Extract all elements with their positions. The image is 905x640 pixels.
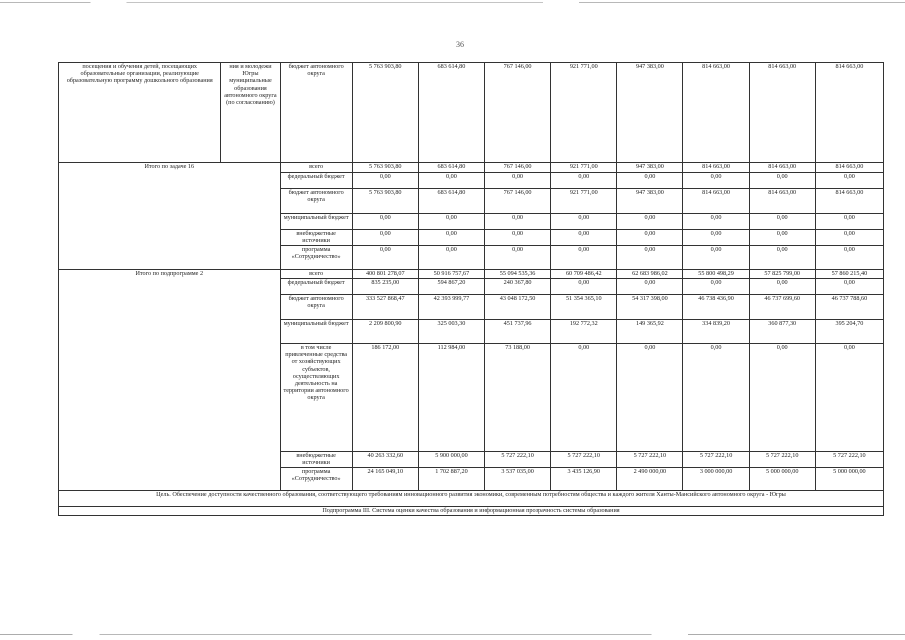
value-cell: 43 048 172,50 [485,295,551,320]
value-cell: 5 727 222,10 [683,452,749,468]
value-cell: 947 383,00 [617,63,683,163]
value-cell: 5 000 000,00 [815,468,883,491]
value-cell: 0,00 [418,246,484,270]
value-cell: 55 800 498,29 [683,270,749,279]
value-cell: 0,00 [815,173,883,189]
value-cell: 814 663,00 [815,163,883,173]
value-cell: 24 165 049,10 [352,468,418,491]
value-cell: 0,00 [815,246,883,270]
value-cell: 0,00 [551,246,617,270]
value-cell: 55 094 535,36 [485,270,551,279]
value-cell: 0,00 [418,230,484,246]
source-cell: бюджет автономного округа [280,189,352,214]
value-cell: 767 146,00 [485,189,551,214]
budget-table [58,62,884,516]
value-cell: 814 663,00 [749,163,815,173]
value-cell: 683 614,80 [418,163,484,173]
value-cell: 5 763 903,80 [352,63,418,163]
source-cell: муниципальный бюджет [280,320,352,344]
value-cell: 594 867,20 [418,279,484,295]
value-cell: 0,00 [617,279,683,295]
subprogram-heading: Подпрограмма III. Система оценки качества образования и информационная прозрачность системы образования [59,507,884,516]
value-cell: 46 737 699,60 [749,295,815,320]
value-cell: 0,00 [683,279,749,295]
value-cell: 0,00 [815,279,883,295]
value-cell: 683 614,80 [418,189,484,214]
value-cell: 0,00 [418,214,484,230]
value-cell: 0,00 [485,214,551,230]
source-cell: муниципальный бюджет [280,214,352,230]
value-cell: 0,00 [352,173,418,189]
value-cell: 5 727 222,10 [749,452,815,468]
value-cell: 767 146,00 [485,163,551,173]
value-cell: 0,00 [551,173,617,189]
value-cell: 395 204,70 [815,320,883,344]
value-cell: 334 839,20 [683,320,749,344]
value-cell: 0,00 [485,173,551,189]
value-cell: 0,00 [617,230,683,246]
value-cell: 2 209 800,90 [352,320,418,344]
executor-cell: ния и молодежи Югры муниципальные образования автономного округа (по согласованию) [221,63,280,163]
value-cell: 0,00 [352,214,418,230]
value-cell: 0,00 [749,214,815,230]
value-cell: 5 727 222,10 [617,452,683,468]
value-cell: 46 737 788,60 [815,295,883,320]
value-cell: 814 663,00 [683,163,749,173]
source-cell: бюджет автономного округа [280,295,352,320]
value-cell: 0,00 [352,230,418,246]
value-cell: 192 772,32 [551,320,617,344]
value-cell: 814 663,00 [815,189,883,214]
value-cell: 921 771,00 [551,189,617,214]
value-cell: 0,00 [617,173,683,189]
value-cell: 57 825 799,00 [749,270,815,279]
value-cell: 0,00 [551,279,617,295]
value-cell: 5 000 000,00 [749,468,815,491]
value-cell: 814 663,00 [683,189,749,214]
value-cell: 0,00 [815,230,883,246]
value-cell: 46 738 436,90 [683,295,749,320]
source-cell: программа «Сотрудничество» [280,246,352,270]
total-task-title: Итого по задаче 16 [59,163,281,270]
value-cell: 240 367,80 [485,279,551,295]
value-cell: 0,00 [749,344,815,452]
value-cell: 0,00 [815,344,883,452]
source-cell: федеральный бюджет [280,279,352,295]
subprogram-heading-row [59,507,884,516]
value-cell: 0,00 [815,214,883,230]
value-cell: 333 527 868,47 [352,295,418,320]
source-cell: программа «Сотрудничество» [280,468,352,491]
value-cell: 0,00 [683,246,749,270]
value-cell: 0,00 [617,344,683,452]
value-cell: 0,00 [683,173,749,189]
value-cell: 50 916 757,67 [418,270,484,279]
value-cell: 51 354 365,10 [551,295,617,320]
value-cell: 0,00 [485,230,551,246]
source-cell: федеральный бюджет [280,173,352,189]
value-cell: 186 172,00 [352,344,418,452]
value-cell: 73 188,00 [485,344,551,452]
value-cell: 149 365,92 [617,320,683,344]
value-cell: 40 263 332,60 [352,452,418,468]
value-cell: 1 702 887,20 [418,468,484,491]
value-cell: 54 317 398,00 [617,295,683,320]
value-cell: 921 771,00 [551,163,617,173]
table-row [59,63,884,163]
source-cell: всего [280,270,352,279]
value-cell: 451 737,96 [485,320,551,344]
value-cell: 3 435 126,90 [551,468,617,491]
value-cell: 683 614,80 [418,63,484,163]
source-cell: в том числе привлеченные средства от хозяйствующих субъектов, осуществляющих деятельность на территории автономного округа [280,344,352,452]
event-name-cell: посещения и обучения детей, посещающих образовательные организации, реализующие образовательную программу дошкольного образования [59,63,221,163]
value-cell: 3 000 000,00 [683,468,749,491]
value-cell: 0,00 [683,344,749,452]
value-cell: 921 771,00 [551,63,617,163]
value-cell: 325 003,30 [418,320,484,344]
value-cell: 5 763 903,80 [352,163,418,173]
value-cell: 60 709 486,42 [551,270,617,279]
value-cell: 835 235,00 [352,279,418,295]
value-cell: 42 393 999,77 [418,295,484,320]
value-cell: 3 537 035,00 [485,468,551,491]
goal-row [59,491,884,507]
value-cell: 0,00 [551,214,617,230]
value-cell: 0,00 [551,344,617,452]
value-cell: 0,00 [749,173,815,189]
value-cell: 400 801 278,07 [352,270,418,279]
value-cell: 5 763 903,80 [352,189,418,214]
value-cell: 0,00 [749,279,815,295]
value-cell: 0,00 [683,214,749,230]
source-cell: внебюджетные источники [280,452,352,468]
value-cell: 814 663,00 [683,63,749,163]
scan-edge-top [0,2,905,3]
scan-edge-bottom [0,634,905,635]
value-cell: 360 877,30 [749,320,815,344]
value-cell: 814 663,00 [749,189,815,214]
value-cell: 57 860 215,40 [815,270,883,279]
value-cell: 947 383,00 [617,163,683,173]
value-cell: 0,00 [749,230,815,246]
value-cell: 0,00 [551,230,617,246]
page-number: 36 [456,40,464,49]
value-cell: 767 146,00 [485,63,551,163]
value-cell: 0,00 [749,246,815,270]
value-cell: 2 490 000,00 [617,468,683,491]
source-cell: бюджет автономного округа [280,63,352,163]
table-row [59,270,884,279]
value-cell: 0,00 [617,214,683,230]
value-cell: 0,00 [352,246,418,270]
value-cell: 5 727 222,10 [551,452,617,468]
value-cell: 5 900 000,00 [418,452,484,468]
value-cell: 0,00 [683,230,749,246]
total-subprogram-title: Итого по подпрограмме 2 [59,270,281,491]
table-row [59,163,884,173]
source-cell: внебюджетные источники [280,230,352,246]
source-cell: всего [280,163,352,173]
value-cell: 112 984,00 [418,344,484,452]
value-cell: 814 663,00 [749,63,815,163]
value-cell: 0,00 [617,246,683,270]
value-cell: 0,00 [485,246,551,270]
value-cell: 947 383,00 [617,189,683,214]
value-cell: 62 683 986,02 [617,270,683,279]
value-cell: 814 663,00 [815,63,883,163]
value-cell: 5 727 222,10 [815,452,883,468]
goal-text: Цель. Обеспечение доступности качественного образования, соответствующего требованиям инновационного развития экономики, современным потребностям общества и каждого жителя Ханты-Мансийского автономного округа - Югры [59,491,884,507]
value-cell: 5 727 222,10 [485,452,551,468]
value-cell: 0,00 [418,173,484,189]
